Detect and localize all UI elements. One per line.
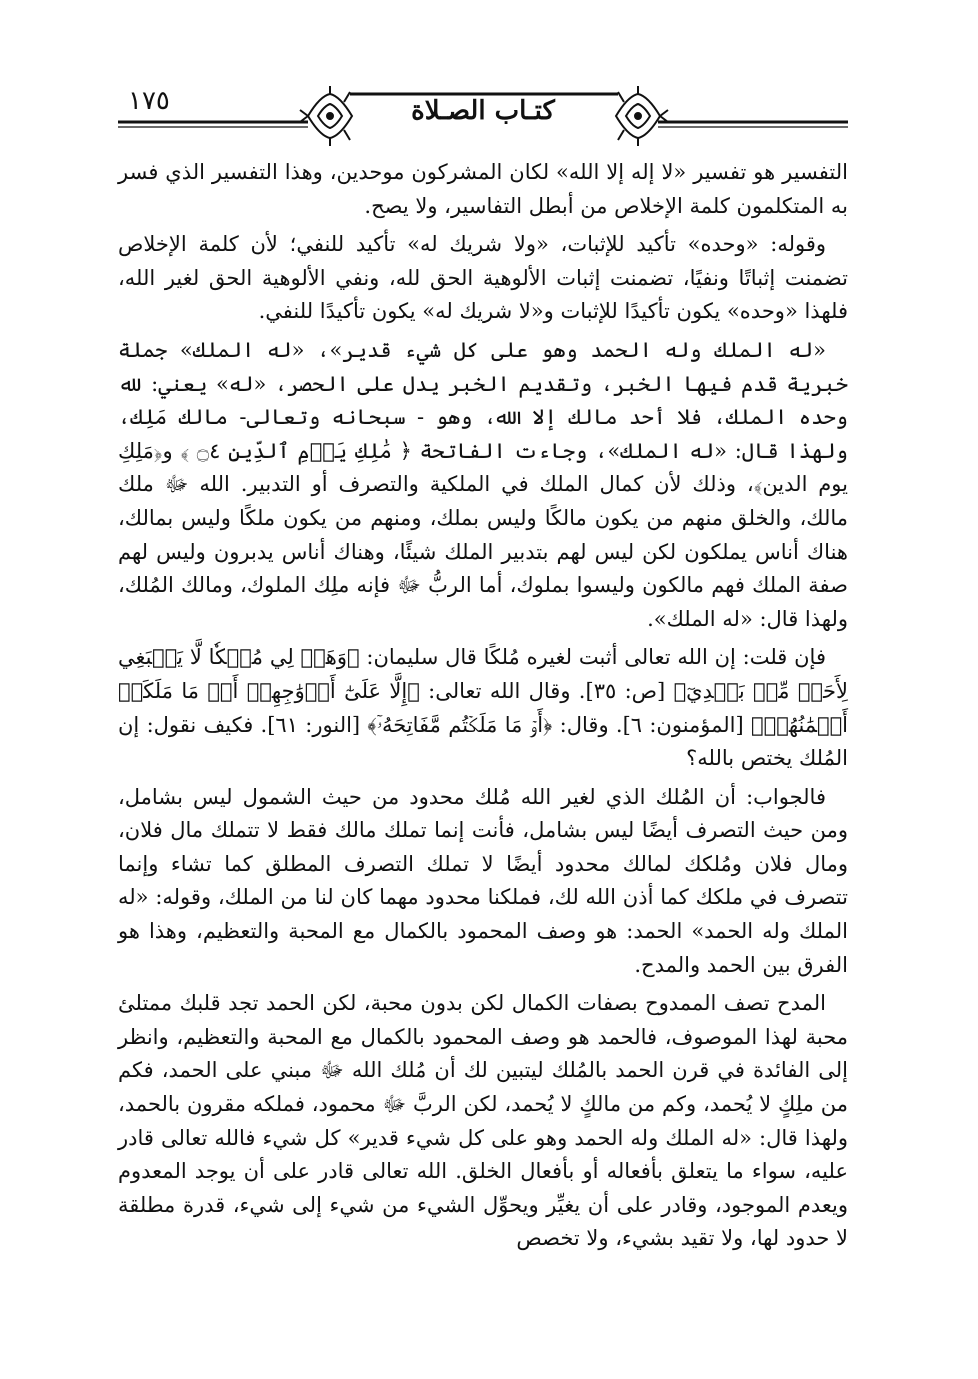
paragraph: المدح تصف الممدوح بصفات الكمال لكن بدون محبة، لكن الحمد تجد قلبك ممتلئ محبة لهذا الموصوف، فالحمد هو وصف المحمود بالكمال مع المحبة والتعظيم، وانظر إلى الفائدة في قرن الحمد بالمُلك ليتبين لك أن مُلك الله ﷻ مبني على الحمد، فكم من ملِكٍ لا يُحمد، وكم من مالكٍ لا يُحمد، لكن الربَّ ﷻ محمود، فملكه مقرون بالحمد، ولهذا قال: «له الملك وله الحمد وهو على كل شيء قدير» كل شيء فالله تعالى قادر عليه، سواء ما يتعلق بأفعاله أو بأفعال الخلق. الله تعالى قادر على أن يوجد المعدوم ويعدم الموجود، وقادر على أن يغيِّر ويحوِّل الشيء من شيء إلى شيء، قدرة مطلقة لا حدود لها، ولا تقيد بشيء، ولا تخصص <box>118 991 848 1251</box>
running-title: كتـاب الصـلاة <box>411 96 555 126</box>
paragraph: فالجواب: أن المُلك الذي لغير الله مُلك محدود من حيث الشمول ليس بشامل، ومن حيث التصرف أيضًا ليس بشامل، فأنت إنما تملك مالك فقط لا تتملك مال فلان، ومال فلان ومُلكك لمالك محدود أيضًا لا تملك التصرف المطلق كما تشاء وإنما تتصرف في ملكك كما أذن الله لك، فملكنا محدود مهما كان لنا من الملك، وقوله: «له الملك وله الحمد» الحمد: هو وصف المحمود بالكمال مع المحبة والتعظيم، وهذا هو الفرق بين الحمد والمدح. <box>118 784 848 977</box>
paragraph: فإن قلت: إن الله تعالى أثبت لغيره مُلكًا قال سليمان: ﴿وَهَبۡ لِي مُلۡكٗا لَّا يَنۢبَغِي لِأَحَدٖ مِّنۢ بَعۡدِيٓ﴾ [ص: ٣٥]. وقال الله تعالى: ﴿إِلَّا عَلَىٰٓ أَزۡوَٰجِهِمۡ أَوۡ مَا مَلَكَتۡ أَيۡمَٰنُهُمۡ﴾ [المؤمنون: ٦]. وقال: ﴿أَوۡ مَا مَلَكۡتُم مَّفَاتِحَهُۥٓ﴾ [النور: ٦١]. فكيف نقول: إن المُلك يختص بالله؟ <box>118 645 849 771</box>
paragraph: التفسير هو تفسير «لا إله إلا الله» لكان المشركون موحدين، وهذا التفسير الذي فسر به المتكلمون كلمة الإخلاص من أبطل التفاسير، ولا يصح. <box>118 160 848 218</box>
page-number: ١٧٥ <box>128 86 170 116</box>
body-text <box>118 156 848 1261</box>
paragraph: «له الملك وله الحمد وهو على كل شيء قدير»، «له الملك» جملة خبرية قدم فيها الخبر، وتقديم الخبر يدل على الحصر، «له» يعني: لله وحده الملك، فلا أحد مالك إلا الله، وهو - سبحانه وتعالى- مالك مَلِك، ولهذا قال: «له الملك»، وجاءت الفاتحة ﴿ مَٰلِكِ يَوۡمِ ٱلدِّينِ ۝٤ ﴾ و﴿مَلِكِ يوم الدين﴾، وذلك لأن كمال الملك في الملكية والتصرف أو التدبير. الله ﷻ ملك مالك، والخلق منهم من يكون مالكًا وليس بملك، ومنهم من يكون ملكًا وليس بمالك، هناك أناس يملكون لكن ليس لهم بتدبير الملك شيئًا، وهناك أناس يدبرون وليس لهم صفة الملك فهم مالكون وليسوا بملوك، أما الربُّ ﷻ فإنه ملِك الملوك، ومالك المُلك، ولهذا قال: «له الملك». <box>118 337 848 631</box>
paragraph: وقوله: «وحده» تأكيد للإثبات، «ولا شريك له» تأكيد للنفي؛ لأن كلمة الإخلاص تضمنت إثباتًا ونفيًا، تضمنت إثبات الألوهية الحق لله، ونفي الألوهية الحق لغير الله، فلهذا «وحده» يكون تأكيدًا للإثبات و«لا شريك له» يكون تأكيدًا للنفي. <box>118 232 848 324</box>
page-header <box>118 84 848 146</box>
